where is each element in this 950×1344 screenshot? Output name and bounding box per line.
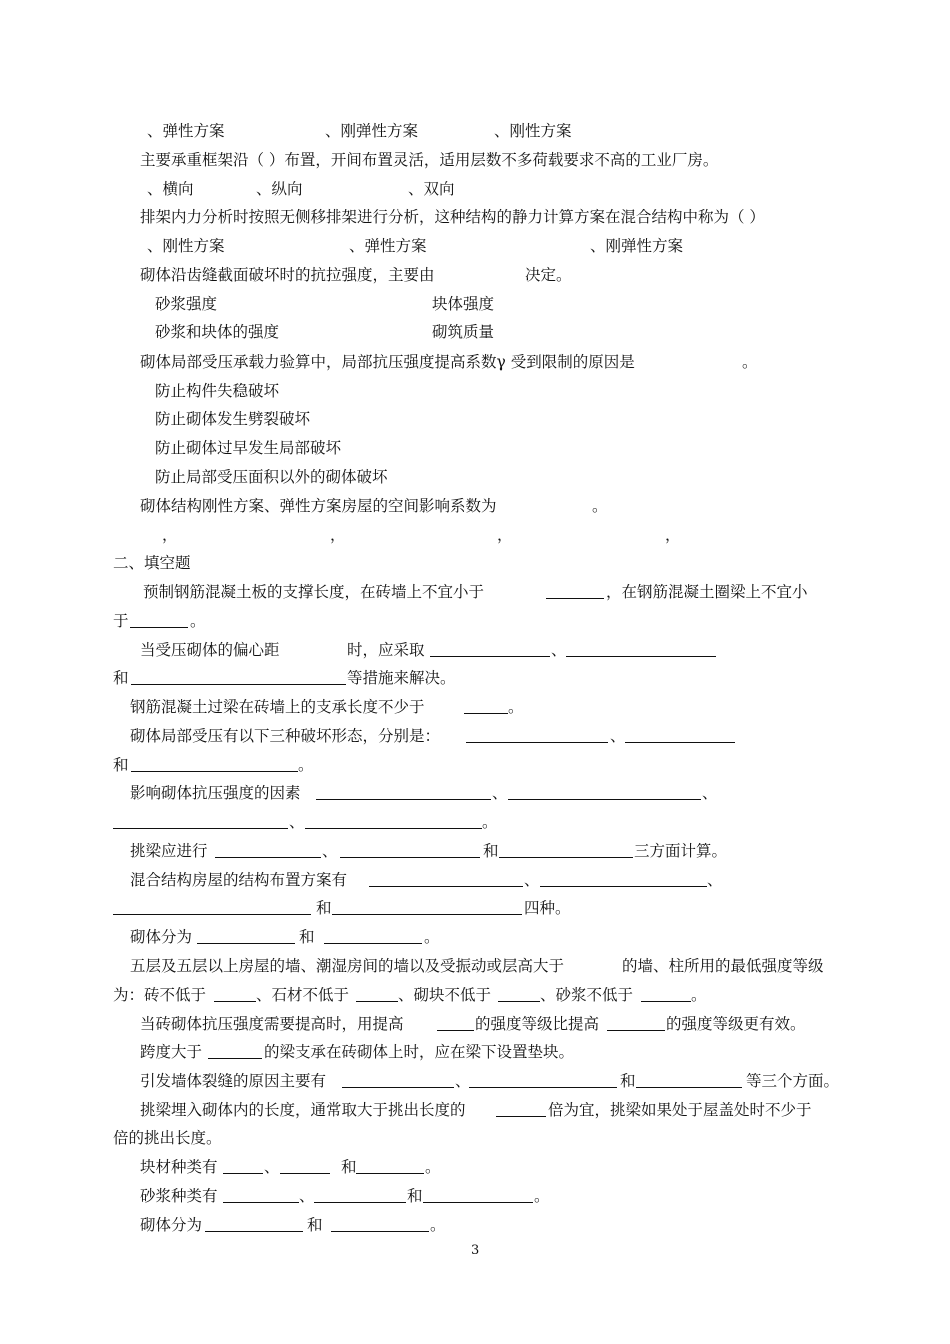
mc-question-bent: 排架内力分析时按照无侧移排架进行分析，这种结构的静力计算方案在混合结构中称为（ ） — [140, 208, 765, 226]
mc-question-spatial-coefficient: 砌体结构刚性方案、弹性方案房屋的空间影响系数为 。 — [140, 497, 608, 515]
answer-blank[interactable] — [508, 784, 701, 800]
answer-blank[interactable] — [332, 899, 522, 915]
option-transverse: 、横向 — [147, 180, 194, 198]
fill-question-13: 挑梁埋入砌体内的长度，通常取大于挑出长度的 倍为宜，挑梁如果处于屋盖处时不少于 — [140, 1101, 812, 1119]
fill-question-11: 跨度大于 的梁支承在砖砌体上时，应在梁下设置垫块。 — [140, 1043, 575, 1061]
option-rigid-elastic: 、刚弹性方案 — [325, 122, 419, 140]
fill-question-7: 混合结构房屋的结构布置方案有 、 、 — [130, 871, 723, 889]
fill-question-6: 挑梁应进行 、 和 三方面计算。 — [130, 842, 728, 860]
option-prevent-instability: 防止构件失稳破坏 — [155, 382, 280, 400]
answer-blank[interactable] — [131, 669, 346, 685]
mc-question-tensile: 砌体沿齿缝截面破坏时的抗拉强度，主要由 决定。 — [140, 266, 572, 284]
mc-question-frame: 主要承重框架沿（ ）布置，开间布置灵活，适用层数不多荷载要求不高的工业厂房。 — [140, 151, 719, 169]
option-block-strength: 块体强度 — [432, 295, 495, 313]
answer-blank[interactable] — [423, 1187, 533, 1203]
fill-question-12: 引发墙体裂缝的原因主要有 、 和 等三个方面。 — [140, 1072, 840, 1090]
answer-blank[interactable] — [113, 813, 288, 829]
answer-blank[interactable] — [197, 928, 295, 944]
answer-blank[interactable] — [342, 1072, 454, 1088]
answer-blank[interactable] — [340, 842, 480, 858]
answer-blank[interactable] — [636, 1072, 742, 1088]
fill-question-13-cont: 倍的挑出长度。 — [113, 1129, 222, 1147]
answer-blank[interactable] — [223, 1187, 299, 1203]
answer-blank[interactable] — [369, 871, 523, 887]
answer-blank[interactable] — [499, 842, 633, 858]
answer-blank[interactable] — [430, 641, 550, 657]
answer-blank[interactable] — [356, 986, 398, 1002]
answer-blank[interactable] — [540, 871, 707, 887]
page-number: 3 — [471, 1243, 480, 1258]
fill-question-4: 砌体局部受压有以下三种破坏形态，分别是： 、 — [0, 726, 950, 746]
fill-question-5: 影响砌体抗压强度的因素 、 、 — [130, 784, 718, 802]
mc-options-row-1 — [0, 121, 950, 141]
answer-blank[interactable] — [305, 813, 482, 829]
option-rigid: 、刚性方案 — [147, 237, 225, 255]
fill-question-9-cont: 为：砖不低于 、石材不低于 、砌块不低于 、砂浆不低于 。 — [113, 986, 707, 1004]
fill-question-8: 砌体分为 和 。 — [130, 928, 440, 946]
answer-blank[interactable] — [496, 1101, 546, 1117]
answer-blank[interactable] — [625, 727, 735, 743]
option-elastic: 、弹性方案 — [147, 122, 225, 140]
answer-blank[interactable] — [215, 842, 321, 858]
answer-blank[interactable] — [331, 1216, 429, 1232]
section-heading: 二、填空题 — [113, 554, 191, 572]
mc-options-row-6: ， ， ， ， — [162, 526, 681, 544]
fill-question-1-cont: 于 。 — [113, 612, 206, 630]
answer-blank[interactable] — [131, 756, 298, 772]
answer-blank[interactable] — [466, 727, 608, 743]
answer-blank[interactable] — [314, 1187, 406, 1203]
fill-question-4-cont: 和 。 — [113, 756, 314, 774]
answer-blank[interactable] — [208, 1043, 262, 1059]
mc-options-row-4a — [0, 294, 950, 314]
fill-question-7-cont: 和 四种。 — [0, 898, 950, 918]
fill-question-2-cont: 和 等措施来解决。 — [113, 669, 456, 687]
answer-blank[interactable] — [607, 1015, 665, 1031]
fill-question-1: 预制钢筋混凝土板的支撑长度，在砖墙上不宜小于 ，在钢筋混凝土圈梁上不宜小 — [143, 583, 808, 601]
fill-question-15: 砂浆种类有 、 和 。 — [140, 1187, 550, 1205]
option-longitudinal: 、纵向 — [256, 180, 303, 198]
answer-blank[interactable] — [130, 612, 188, 628]
answer-blank[interactable] — [324, 928, 422, 944]
answer-blank[interactable] — [437, 1015, 474, 1031]
answer-blank[interactable] — [316, 784, 491, 800]
option-bidirectional: 、双向 — [408, 180, 455, 198]
fill-question-9: 五层及五层以上房屋的墙、潮湿房间的墙以及受振动或层高大于 的墙、柱所用的最低强度等级 — [130, 957, 824, 975]
mc-options-row-3 — [0, 236, 950, 256]
option-prevent-splitting: 防止砌体发生劈裂破坏 — [155, 410, 311, 428]
answer-blank[interactable] — [356, 1158, 424, 1174]
option-elastic: 、弹性方案 — [349, 237, 427, 255]
fill-question-2: 当受压砌体的偏心距 时，应采取 、 — [0, 640, 950, 660]
answer-blank[interactable] — [113, 899, 311, 915]
answer-blank[interactable] — [566, 641, 716, 657]
answer-blank[interactable] — [498, 986, 540, 1002]
mc-question-local-compression: 砌体局部受压承载力验算中，局部抗压强度提高系数γ 受到限制的原因是 。 — [140, 353, 758, 371]
answer-blank[interactable] — [464, 698, 508, 714]
answer-blank[interactable] — [641, 986, 691, 1002]
option-rigid: 、刚性方案 — [494, 122, 572, 140]
option-rigid-elastic: 、刚弹性方案 — [590, 237, 684, 255]
option-mortar-and-block: 砂浆和块体的强度 — [155, 323, 280, 341]
answer-blank[interactable] — [469, 1072, 617, 1088]
option-masonry-quality: 砌筑质量 — [432, 323, 495, 341]
fill-question-10: 当砖砌体抗压强度需要提高时，用提高 的强度等级比提高 的强度等级更有效。 — [140, 1015, 806, 1033]
option-mortar-strength: 砂浆强度 — [155, 295, 218, 313]
answer-blank[interactable] — [280, 1158, 330, 1174]
fill-question-5-cont: 、 。 — [0, 812, 950, 832]
answer-blank[interactable] — [214, 986, 256, 1002]
answer-blank[interactable] — [223, 1158, 263, 1174]
answer-blank[interactable] — [546, 583, 604, 599]
mc-options-row-4b — [0, 322, 950, 342]
option-prevent-early-local-failure: 防止砌体过早发生局部破坏 — [155, 439, 342, 457]
option-prevent-outside-area-failure: 防止局部受压面积以外的砌体破坏 — [155, 468, 388, 486]
fill-question-3: 钢筋混凝土过梁在砖墙上的支承长度不少于 。 — [130, 698, 524, 716]
fill-question-14: 块材种类有 、 和 。 — [140, 1158, 441, 1176]
answer-blank[interactable] — [205, 1216, 303, 1232]
mc-options-row-2 — [0, 179, 950, 199]
fill-question-16: 砌体分为 和 。 — [140, 1216, 446, 1234]
